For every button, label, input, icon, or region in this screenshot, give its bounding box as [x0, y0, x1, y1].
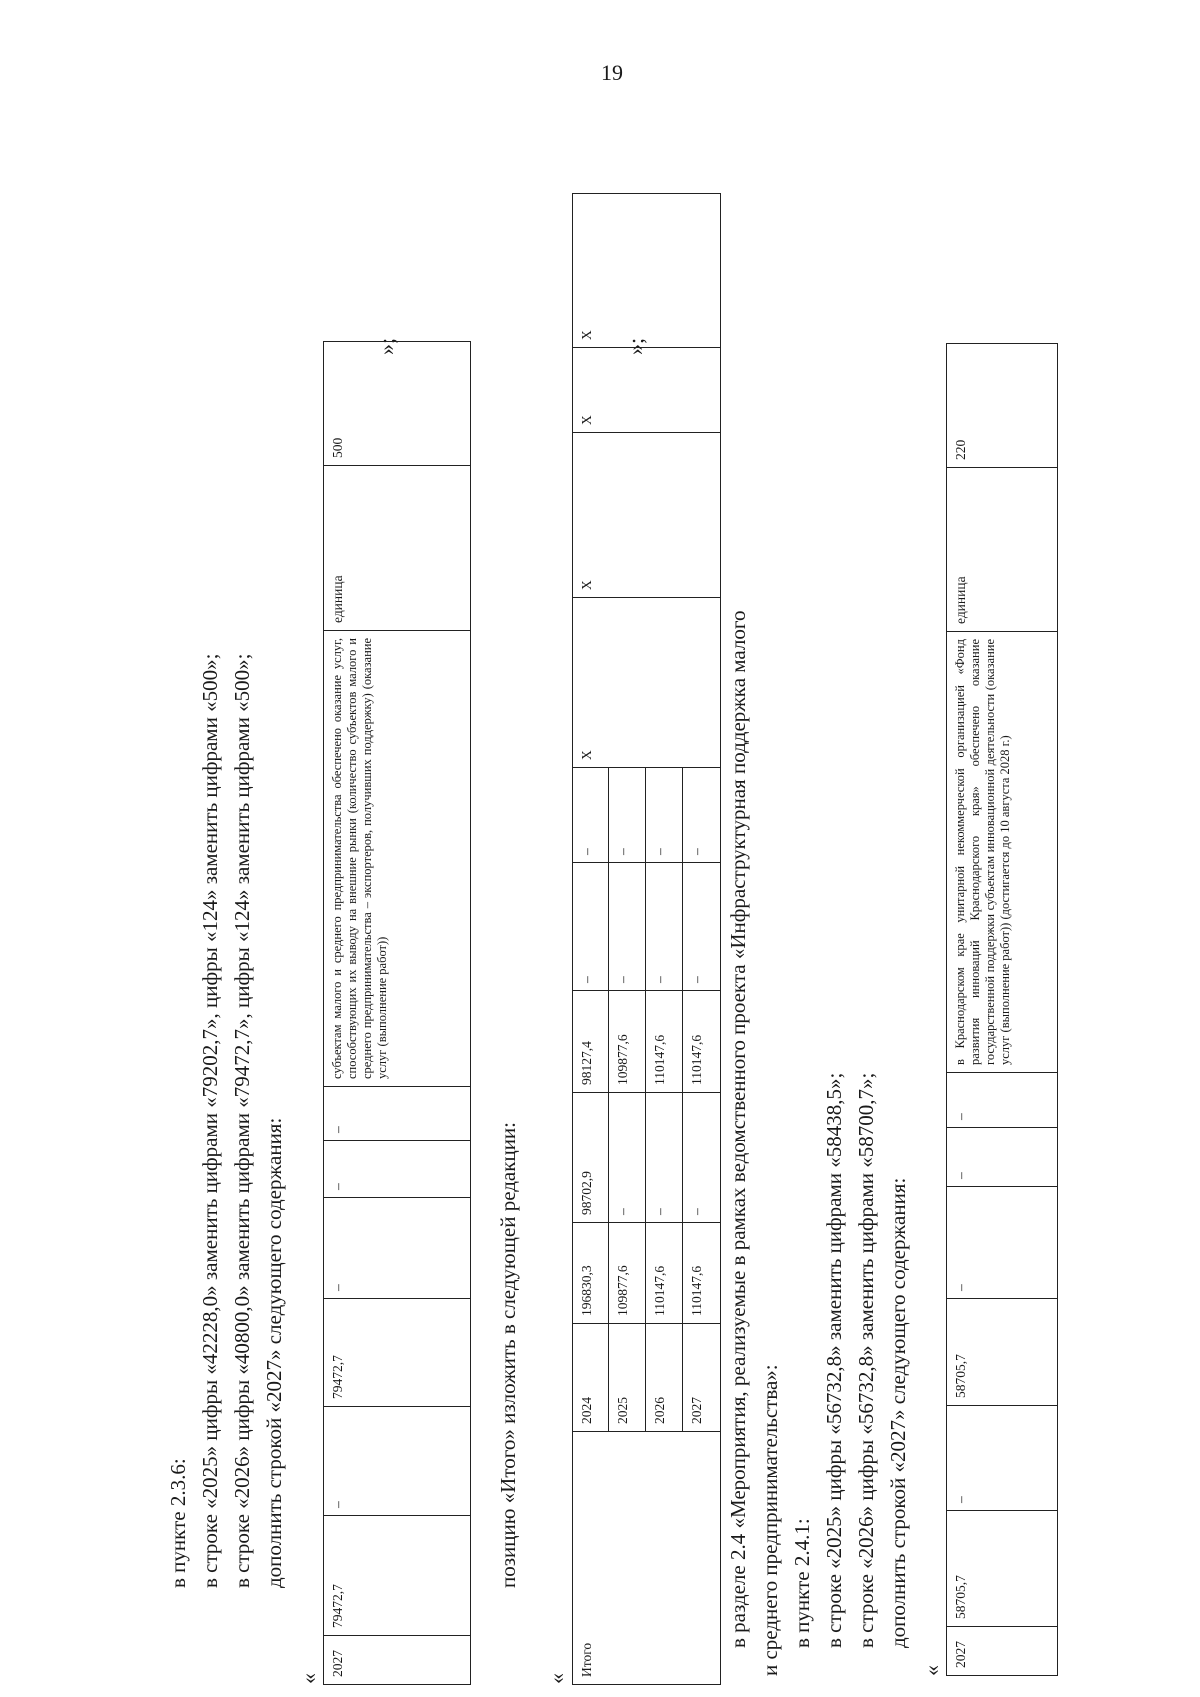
- cell: –: [324, 1087, 471, 1141]
- cell: 109877,6: [609, 1223, 646, 1324]
- open-quote: «: [296, 1673, 321, 1684]
- cell: 196830,3: [573, 1223, 609, 1324]
- cell: 110147,6: [683, 1223, 721, 1324]
- table-row-2027: [946, 343, 1058, 1676]
- text-line: и среднего предпринимательства»:: [758, 1364, 782, 1676]
- cell: –: [609, 1093, 646, 1223]
- text-line: в строке «2025» цифры «42228,0» заменить цифрами «79202,7», цифры «124» заменить цифрами «500»;: [198, 653, 222, 1588]
- text-line: в пункте 2.4.1:: [790, 1518, 814, 1648]
- cell: 109877,6: [609, 991, 646, 1093]
- cell: –: [947, 1128, 1058, 1187]
- cell: –: [573, 863, 609, 991]
- cell: –: [646, 1093, 683, 1223]
- page-number: 19: [601, 60, 623, 85]
- cell-unit: единица: [947, 468, 1058, 632]
- cell: 98127,4: [573, 991, 609, 1093]
- cell-year: 2026: [646, 1324, 683, 1432]
- text-line: дополнить строкой «2027» следующего содержания:: [262, 1117, 286, 1588]
- table-row-2027: [323, 341, 471, 1685]
- cell-year: 2024: [573, 1324, 609, 1432]
- cell: –: [609, 768, 646, 863]
- cell: 110147,6: [646, 1223, 683, 1324]
- cell: –: [646, 768, 683, 863]
- cell-total: 58705,7: [947, 1511, 1058, 1627]
- cell: –: [947, 1406, 1058, 1511]
- cell: –: [609, 863, 646, 991]
- cell: –: [324, 1198, 471, 1299]
- text-line: в строке «2026» цифры «40800,0» заменить цифрами «79472,7», цифры «124» заменить цифрами «500»;: [230, 653, 254, 1588]
- cell-itogo-label: Итого: [573, 1432, 721, 1685]
- cell: 58705,7: [947, 1299, 1058, 1406]
- cell: 79472,7: [324, 1299, 471, 1407]
- cell: –: [947, 1073, 1058, 1128]
- cell-total: 79472,7: [324, 1516, 471, 1636]
- cell: 98702,9: [573, 1093, 609, 1223]
- open-quote: «: [919, 1665, 944, 1676]
- cell-year: 2027: [683, 1324, 721, 1432]
- close-quote: »;: [623, 337, 648, 355]
- cell-year: 2027: [324, 1636, 471, 1685]
- cell: –: [683, 863, 721, 991]
- itogo-table: [572, 193, 721, 1685]
- rotated-page-content: [166, 88, 1078, 1684]
- cell-x: Х: [573, 433, 721, 598]
- cell-value: 220: [947, 344, 1058, 468]
- text-line: в пункте 2.3.6:: [166, 1458, 190, 1588]
- cell-value: 500: [324, 342, 471, 466]
- cell-x: Х: [573, 194, 721, 348]
- cell: –: [324, 1407, 471, 1516]
- cell-x: Х: [573, 598, 721, 768]
- text-line: в строке «2025» цифры «56732,8» заменить цифрами «58438,5»;: [822, 1072, 846, 1648]
- cell-x: Х: [573, 348, 721, 433]
- cell: –: [947, 1187, 1058, 1299]
- cell-year: 2025: [609, 1324, 646, 1432]
- cell-year: 2027: [947, 1627, 1058, 1676]
- cell: –: [646, 863, 683, 991]
- cell: –: [683, 768, 721, 863]
- cell: 110147,6: [646, 991, 683, 1093]
- cell: –: [573, 768, 609, 863]
- cell: –: [683, 1093, 721, 1223]
- text-line: позицию «Итого» изложить в следующей редакции:: [496, 1122, 520, 1588]
- text-line: в разделе 2.4 «Мероприятия, реализуемые в рамках ведомственного проекта «Инфраструктурная поддержка малого: [726, 610, 750, 1648]
- open-quote: «: [544, 1673, 569, 1684]
- cell-description: в Краснодарском крае унитарной некоммерческой организацией «Фонд развития инноваций Краснодарского края» обеспечено оказание государственной поддержки субъектам инновационной деятельности (оказание услуг (выполнение работ)) (достигается до 10 августа 2028 г.): [947, 632, 1058, 1073]
- cell: –: [324, 1141, 471, 1198]
- text-line: в строке «2026» цифры «56732,8» заменить цифрами «58700,7»;: [854, 1072, 878, 1648]
- cell-unit: единица: [324, 466, 471, 631]
- cell: 110147,6: [683, 991, 721, 1093]
- close-quote: »;: [374, 337, 399, 355]
- cell-description: субъектам малого и среднего предпринимательства обеспечено оказание услуг, способствующих их выводу на внешние рынки (количество субъектов малого и среднего предпринимательства – экспортеров, получивших поддержку) (оказание услуг (выполнение работ)): [324, 631, 471, 1087]
- text-line: дополнить строкой «2027» следующего содержания:: [886, 1177, 910, 1648]
